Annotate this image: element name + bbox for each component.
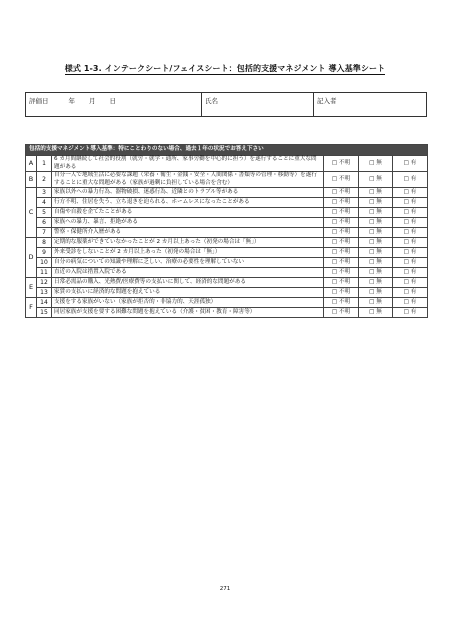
item-number: 9: [37, 248, 52, 258]
item-number: 5: [37, 208, 52, 218]
unknown-checkbox[interactable]: □ 不明: [324, 288, 359, 298]
criteria-row: [26, 218, 428, 228]
item-text: 定期的な服薬ができていなかったことが 2 カ月以上あった（初発の場合は「無」）: [52, 238, 324, 248]
group-label: D: [26, 238, 37, 278]
criteria-row: [26, 298, 428, 308]
criteria-table: [25, 144, 428, 318]
group-label: C: [26, 188, 37, 238]
item-number: 14: [37, 298, 52, 308]
item-text: 警察・保健所介入歴がある: [52, 228, 324, 238]
no-checkbox[interactable]: □ 無: [359, 308, 393, 318]
yes-checkbox[interactable]: □ 有: [393, 298, 428, 308]
item-number: 3: [37, 188, 52, 198]
unknown-checkbox[interactable]: □ 不明: [324, 258, 359, 268]
evaluation-date-label: 評価日: [29, 97, 49, 105]
yes-checkbox[interactable]: □ 有: [393, 156, 428, 172]
yes-checkbox[interactable]: □ 有: [393, 288, 428, 298]
unknown-checkbox[interactable]: □ 不明: [324, 268, 359, 278]
criteria-row: [26, 278, 428, 288]
criteria-row: [26, 268, 428, 278]
no-checkbox[interactable]: □ 無: [359, 298, 393, 308]
item-text: 行方不明、住居を失う、立ち退きを迫られる、ホームレスになったことがある: [52, 198, 324, 208]
day-label: 日: [109, 97, 116, 105]
criteria-row: [26, 188, 428, 198]
no-checkbox[interactable]: □ 無: [359, 258, 393, 268]
group-label: F: [26, 298, 37, 318]
unknown-checkbox[interactable]: □ 不明: [324, 278, 359, 288]
group-label: B: [26, 172, 37, 188]
item-text: 支援をする家族がいない（家族が拒否的・非協力的、天涯孤独）: [52, 298, 324, 308]
unknown-checkbox[interactable]: □ 不明: [324, 228, 359, 238]
item-text: 家賃の支払いに経済的な問題を抱えている: [52, 288, 324, 298]
item-text: 自傷や自殺を企てたことがある: [52, 208, 324, 218]
page-number: 271: [219, 586, 231, 592]
no-checkbox[interactable]: □ 無: [359, 198, 393, 208]
unknown-checkbox[interactable]: □ 不明: [324, 248, 359, 258]
unknown-checkbox[interactable]: □ 不明: [324, 208, 359, 218]
criteria-row: [26, 238, 428, 248]
unknown-checkbox[interactable]: □ 不明: [324, 218, 359, 228]
no-checkbox[interactable]: □ 無: [359, 208, 393, 218]
item-number: 1: [37, 156, 52, 172]
criteria-row: [26, 198, 428, 208]
item-number: 2: [37, 172, 52, 188]
yes-checkbox[interactable]: □ 有: [393, 218, 428, 228]
no-checkbox[interactable]: □ 無: [359, 278, 393, 288]
criteria-header-row: [26, 145, 428, 156]
no-checkbox[interactable]: □ 無: [359, 172, 393, 188]
yes-checkbox[interactable]: □ 有: [393, 308, 428, 318]
name-label: 氏名: [205, 97, 218, 105]
item-number: 10: [37, 258, 52, 268]
criteria-header: 包括的支援マネジメント導入基準：特にことわりのない場合、過去１年の状況でお答え下さい: [26, 145, 428, 156]
no-checkbox[interactable]: □ 無: [359, 268, 393, 278]
year-label: 年: [68, 97, 75, 105]
evaluation-date-cell[interactable]: [26, 93, 202, 116]
page-title: [0, 63, 450, 74]
group-label: E: [26, 278, 37, 298]
page-title-text: 様式 1-3. インテークシート/フェイスシート：包括的支援マネジメント 導入基準シート: [64, 64, 386, 73]
item-number: 15: [37, 308, 52, 318]
yes-checkbox[interactable]: □ 有: [393, 208, 428, 218]
unknown-checkbox[interactable]: □ 不明: [324, 188, 359, 198]
info-header-table: [25, 92, 427, 117]
item-number: 6: [37, 218, 52, 228]
yes-checkbox[interactable]: □ 有: [393, 188, 428, 198]
criteria-row: [26, 228, 428, 238]
item-text: 自分一人で地域生活に必要な課題（栄養・衛生・金銭・安全・人間関係・書類等の管理・移動等）を遂行することに重大な問題がある（家族が過剰に負担している場合を含む）: [52, 172, 324, 188]
no-checkbox[interactable]: □ 無: [359, 288, 393, 298]
yes-checkbox[interactable]: □ 有: [393, 268, 428, 278]
no-checkbox[interactable]: □ 無: [359, 218, 393, 228]
item-number: 4: [37, 198, 52, 208]
criteria-row: [26, 208, 428, 218]
yes-checkbox[interactable]: □ 有: [393, 258, 428, 268]
no-checkbox[interactable]: □ 無: [359, 228, 393, 238]
yes-checkbox[interactable]: □ 有: [393, 172, 428, 188]
name-cell[interactable]: [202, 93, 314, 116]
unknown-checkbox[interactable]: □ 不明: [324, 238, 359, 248]
yes-checkbox[interactable]: □ 有: [393, 248, 428, 258]
yes-checkbox[interactable]: □ 有: [393, 238, 428, 248]
item-text: 家族への暴力、暴言、拒絶がある: [52, 218, 324, 228]
item-text: 自分の病気についての知識や理解に乏しい、治療の必要性を理解していない: [52, 258, 324, 268]
criteria-row: [26, 248, 428, 258]
no-checkbox[interactable]: □ 無: [359, 238, 393, 248]
yes-checkbox[interactable]: □ 有: [393, 278, 428, 288]
criteria-row: [26, 156, 428, 172]
item-text: 外来受診をしないことが 2 カ月以上あった（初発の場合は「無」）: [52, 248, 324, 258]
unknown-checkbox[interactable]: □ 不明: [324, 308, 359, 318]
item-text: 6 カ月間継続して社会的役割（就労・就学・通所、家事労働を中心的に担う）を遂行することに重大な問題がある: [52, 156, 324, 172]
unknown-checkbox[interactable]: □ 不明: [324, 172, 359, 188]
item-text: 直近の入院は措置入院である: [52, 268, 324, 278]
yes-checkbox[interactable]: □ 有: [393, 228, 428, 238]
no-checkbox[interactable]: □ 無: [359, 188, 393, 198]
writer-cell[interactable]: [314, 93, 426, 116]
item-text: 同居家族が支援を要する困難な問題を抱えている（介護・貧困・教育・障害等）: [52, 308, 324, 318]
criteria-row: [26, 258, 428, 268]
unknown-checkbox[interactable]: □ 不明: [324, 198, 359, 208]
no-checkbox[interactable]: □ 無: [359, 156, 393, 172]
writer-label: 記入者: [317, 97, 337, 105]
group-label: A: [26, 156, 37, 172]
item-text: 家族以外への暴力行為、器物破損、迷惑行為、近隣とのトラブル等がある: [52, 188, 324, 198]
item-number: 12: [37, 278, 52, 288]
criteria-row: [26, 308, 428, 318]
item-number: 8: [37, 238, 52, 248]
criteria-row: [26, 172, 428, 188]
criteria-row: [26, 288, 428, 298]
item-text: 日常必需品の購入、光熱費/医療費等の支払いに関して、経済的な問題がある: [52, 278, 324, 288]
yes-checkbox[interactable]: □ 有: [393, 198, 428, 208]
no-checkbox[interactable]: □ 無: [359, 248, 393, 258]
item-number: 11: [37, 268, 52, 278]
item-number: 13: [37, 288, 52, 298]
item-number: 7: [37, 228, 52, 238]
month-label: 月: [89, 97, 96, 105]
unknown-checkbox[interactable]: □ 不明: [324, 156, 359, 172]
unknown-checkbox[interactable]: □ 不明: [324, 298, 359, 308]
